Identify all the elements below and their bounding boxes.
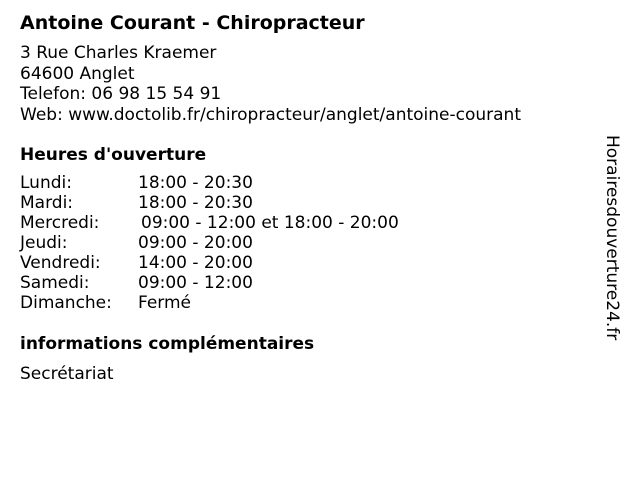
address-city: 64600 Anglet — [20, 63, 135, 84]
hours-row-mercredi — [20, 213, 500, 233]
additional-info-heading: informations complémentaires — [20, 334, 315, 354]
hours-day: Lundi: — [20, 173, 72, 193]
site-watermark: Horairesdouverture24.fr — [602, 135, 622, 341]
hours-day: Vendredi: — [20, 253, 101, 273]
phone-number: Telefon: 06 98 15 54 91 — [20, 84, 222, 104]
hours-time: 18:00 - 20:30 — [138, 173, 253, 193]
additional-info-text: Secrétariat — [20, 364, 114, 384]
hours-day: Mardi: — [20, 193, 74, 213]
address-block — [20, 43, 521, 125]
hours-row-lundi — [20, 173, 500, 193]
hours-time: 09:00 - 12:00 et 18:00 - 20:00 — [141, 213, 399, 233]
hours-row-mardi — [20, 193, 500, 213]
opening-hours-heading: Heures d'ouverture — [20, 145, 207, 165]
hours-row-jeudi — [20, 233, 500, 253]
website-link[interactable]: Web: www.doctolib.fr/chiropracteur/anglet/antoine-courant — [20, 104, 521, 125]
hours-day: Dimanche: — [20, 293, 112, 313]
hours-time: Fermé — [138, 293, 192, 313]
hours-time: 09:00 - 20:00 — [138, 233, 253, 253]
hours-time: 09:00 - 12:00 — [138, 273, 253, 293]
hours-row-samedi — [20, 273, 500, 293]
address-street: 3 Rue Charles Kraemer — [20, 43, 217, 63]
page-title: Antoine Courant - Chiropracteur — [20, 12, 365, 34]
hours-day: Jeudi: — [20, 233, 68, 253]
hours-time: 14:00 - 20:00 — [138, 253, 253, 273]
hours-row-vendredi — [20, 253, 500, 273]
hours-day: Samedi: — [20, 273, 90, 293]
opening-hours-table — [20, 173, 500, 313]
hours-time: 18:00 - 20:30 — [138, 193, 253, 213]
hours-day: Mercredi: — [20, 213, 100, 233]
hours-row-dimanche — [20, 293, 500, 313]
